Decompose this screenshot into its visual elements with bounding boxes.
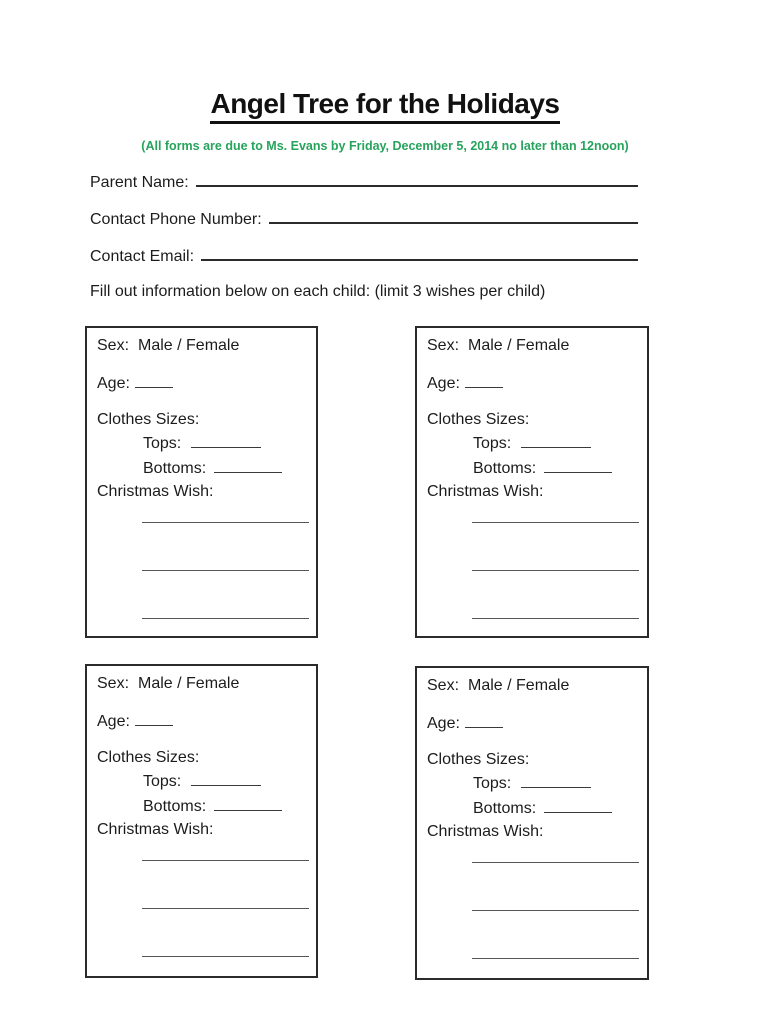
sex-label: Sex: — [427, 677, 460, 694]
tops-row — [473, 434, 647, 452]
contact-phone-label: Contact Phone Number: — [90, 211, 262, 228]
age-label: Age: — [97, 375, 130, 392]
tops-row — [473, 774, 647, 792]
tops-blank-line[interactable] — [521, 434, 591, 448]
instructions-text: Fill out information below on each child: (limit 3 wishes per child) — [90, 283, 546, 300]
wish-blank-line-1[interactable] — [472, 862, 639, 863]
sex-label: Sex: — [427, 337, 460, 354]
sex-row — [427, 668, 647, 694]
bottoms-label: Bottoms: — [143, 460, 207, 477]
clothes-sizes-label: Clothes Sizes: — [97, 749, 200, 766]
bottoms-label: Bottoms: — [473, 460, 537, 477]
wish-blank-line-2[interactable] — [472, 910, 639, 911]
bottoms-row — [473, 799, 647, 817]
bottoms-row — [473, 459, 647, 477]
child-box-1 — [85, 326, 318, 638]
age-label: Age: — [427, 375, 460, 392]
clothes-sizes-label: Clothes Sizes: — [97, 411, 200, 428]
contact-email-row — [90, 245, 638, 266]
bottoms-blank-line[interactable] — [544, 459, 612, 473]
sex-row — [97, 328, 316, 354]
clothes-sizes-label: Clothes Sizes: — [427, 411, 530, 428]
tops-row — [143, 434, 316, 452]
bottoms-row — [143, 459, 316, 477]
wish-blank-line-3[interactable] — [472, 618, 639, 619]
age-blank-line[interactable] — [135, 374, 173, 388]
contact-phone-row — [90, 208, 638, 229]
tops-blank-line[interactable] — [521, 774, 591, 788]
tops-label: Tops: — [143, 773, 182, 790]
parent-name-label: Parent Name: — [90, 174, 189, 191]
tops-blank-line[interactable] — [191, 434, 261, 448]
child-box-2 — [415, 326, 649, 638]
clothes-sizes-label: Clothes Sizes: — [427, 751, 530, 768]
sex-options[interactable]: Male / Female — [468, 337, 570, 354]
age-label: Age: — [427, 715, 460, 732]
parent-name-row — [90, 171, 638, 192]
tops-label: Tops: — [473, 775, 512, 792]
age-row — [427, 374, 647, 392]
sex-options[interactable]: Male / Female — [138, 675, 240, 692]
wish-blank-line-2[interactable] — [472, 570, 639, 571]
age-label: Age: — [97, 713, 130, 730]
age-row — [97, 374, 316, 392]
bottoms-label: Bottoms: — [143, 798, 207, 815]
tops-row — [143, 772, 316, 790]
sex-options[interactable]: Male / Female — [138, 337, 240, 354]
contact-phone-blank-line[interactable] — [269, 208, 638, 224]
wish-blank-line-2[interactable] — [142, 570, 309, 571]
sex-options[interactable]: Male / Female — [468, 677, 570, 694]
sex-label: Sex: — [97, 337, 130, 354]
bottoms-blank-line[interactable] — [214, 797, 282, 811]
bottoms-label: Bottoms: — [473, 800, 537, 817]
due-date-note: (All forms are due to Ms. Evans by Friday, December 5, 2014 no later than 12noon) — [141, 139, 629, 153]
sex-row — [97, 666, 316, 692]
child-box-4 — [415, 666, 649, 980]
wish-blank-line-1[interactable] — [142, 522, 309, 523]
christmas-wish-label: Christmas Wish: — [97, 483, 214, 500]
christmas-wish-label: Christmas Wish: — [427, 823, 544, 840]
wish-blank-line-2[interactable] — [142, 908, 309, 909]
wish-blank-line-3[interactable] — [142, 956, 309, 957]
christmas-wish-label: Christmas Wish: — [427, 483, 544, 500]
tops-label: Tops: — [143, 435, 182, 452]
tops-label: Tops: — [473, 435, 512, 452]
child-box-3 — [85, 664, 318, 978]
wish-blank-line-1[interactable] — [142, 860, 309, 861]
christmas-wish-label: Christmas Wish: — [97, 821, 214, 838]
wish-blank-line-1[interactable] — [472, 522, 639, 523]
age-blank-line[interactable] — [465, 714, 503, 728]
bottoms-row — [143, 797, 316, 815]
page-title-wrap — [0, 88, 770, 124]
page-title: Angel Tree for the Holidays — [210, 88, 559, 124]
wish-blank-line-3[interactable] — [472, 958, 639, 959]
sex-row — [427, 328, 647, 354]
sex-label: Sex: — [97, 675, 130, 692]
wish-blank-line-3[interactable] — [142, 618, 309, 619]
bottoms-blank-line[interactable] — [214, 459, 282, 473]
age-blank-line[interactable] — [135, 712, 173, 726]
contact-email-label: Contact Email: — [90, 248, 195, 265]
tops-blank-line[interactable] — [191, 772, 261, 786]
age-blank-line[interactable] — [465, 374, 503, 388]
contact-email-blank-line[interactable] — [201, 245, 638, 261]
age-row — [97, 712, 316, 730]
bottoms-blank-line[interactable] — [544, 799, 612, 813]
age-row — [427, 714, 647, 732]
parent-name-blank-line[interactable] — [196, 171, 638, 187]
